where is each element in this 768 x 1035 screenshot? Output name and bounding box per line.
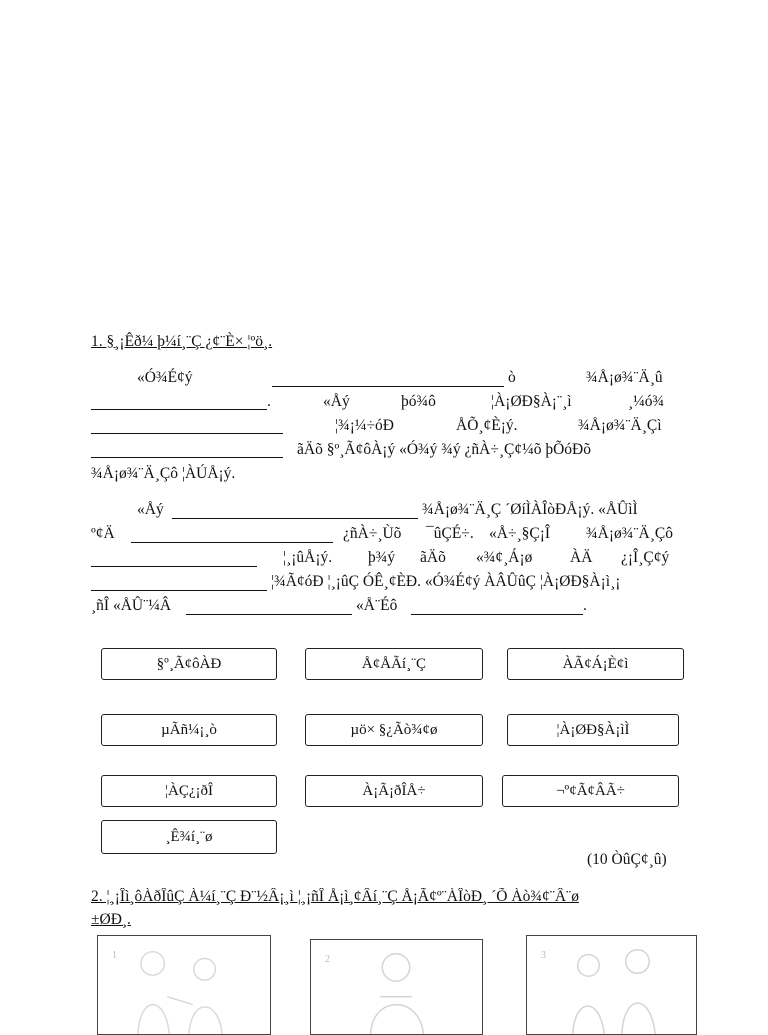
p2-word: ¿ñÀ÷¸Ùõ	[343, 525, 402, 542]
p2-word: º¢Ä	[91, 525, 115, 542]
p1-word: þó¾ô	[401, 393, 436, 410]
fill-blank[interactable]	[172, 517, 418, 519]
sketch-image	[311, 940, 482, 1034]
word-bank-item[interactable]: ¦ÀÇ¿¡ðÎ	[101, 775, 277, 807]
p1-word: ¸¼ó¾	[628, 393, 665, 410]
picture-frame-2	[310, 939, 483, 1035]
word-bank-item[interactable]: §º¸Ã¢ôÀÐ	[101, 648, 277, 680]
fill-blank[interactable]	[91, 408, 267, 410]
word-bank-item[interactable]: µö× §¿Ãò¾¢ø	[305, 714, 483, 746]
p1-line: ¾Å¡ø¾¨Ä¸Çô ¦ÀÚÅ¡ý.	[91, 465, 236, 482]
p2-word: «Å÷¸§Ç¡Î	[489, 525, 551, 542]
p2-word: ¾Å¡ø¾¨Ä¸Ç ´ØíÌÀÎòÐÅ¡ý. «ÅÛìÌ	[422, 501, 638, 518]
fill-blank[interactable]	[272, 385, 504, 387]
picture-frame-1	[97, 935, 271, 1035]
p2-word: ¾Å¡ø¾¨Ä¸Çô	[586, 525, 673, 542]
picture-number: 1	[112, 950, 117, 961]
p2-word: ãÄõ	[420, 549, 446, 566]
p2-word: .	[583, 597, 587, 614]
p1-line: ãÄõ §º¸Ã¢ôÀ¡ý «Ó¾ý ¾ý ¿ñÀ÷¸Ç¢¼õ þÕóÐõ	[297, 441, 592, 458]
fill-blank[interactable]	[91, 589, 267, 591]
marks-label: (10 ÒûÇ¢¸û)	[587, 851, 667, 868]
question-2-heading-cont: ±ØÐ¸.	[91, 911, 131, 928]
fill-blank[interactable]	[186, 613, 352, 615]
word-bank-item[interactable]: ÀÃ¢Á¡È¢ì	[507, 648, 684, 680]
p2-word: ÀÄ	[570, 549, 593, 566]
p1-word: ò	[508, 369, 516, 386]
p1-word: ¦À¡ØÐ§À¡¨¸ì	[491, 393, 572, 410]
p2-line: ¦¾Ã¢óÐ ¦¸¡ûÇ ÓÊ¸¢ÈÐ. «Ó¾É¢ý ÀÂÛûÇ ¦À¡ØÐ§À¡ì¸¡	[271, 573, 621, 590]
fill-blank[interactable]	[91, 456, 283, 458]
question-1-heading: 1. §¸¡Êð¼ þ¼í¸¨Ç ¿¢¨È× ¦ºö¸.	[91, 333, 273, 350]
p2-word: ¸ñÎ «ÅÛ¨¼Â	[91, 597, 172, 614]
fill-blank[interactable]	[91, 565, 257, 567]
p2-word: «¾¢¸Á¡ø	[476, 549, 533, 566]
word-bank-item[interactable]: ¦À¡ØÐ§À¡ìÌ	[507, 714, 679, 746]
question-2-heading: 2. ¦¸¡Îì¸ôÀðÎûÇ À¼í¸¨Ç Ð¨½Â¡¸ì ¦¸¡ñÎ Å¡ì¸¢Âí¸¨Ç Å¡Ã¢º¨ÀÎòÐ¸ ´Õ Àò¾¢¨Â¨ø	[91, 888, 579, 905]
p2-word: þ¾ý	[368, 549, 396, 566]
word-bank-item[interactable]: Å¢ÅÃí¸¨Ç	[305, 648, 483, 680]
fill-blank[interactable]	[411, 613, 583, 615]
word-bank-item[interactable]: µÃñ¼¡¸ò	[101, 714, 277, 746]
p2-word: «Å¨Éô	[356, 597, 398, 614]
word-bank-item[interactable]: À¡Ã¡ðÎÅ÷	[305, 775, 483, 807]
p2-word: ¯ûÇÉ÷.	[426, 525, 474, 542]
word-bank-item[interactable]: ¬º¢Ã¢ÂÃ÷	[502, 775, 679, 807]
p1-word: ¾Å¡ø¾¨Ä¸Çì	[578, 417, 662, 434]
fill-blank[interactable]	[131, 541, 333, 543]
sketch-image	[98, 936, 270, 1034]
picture-number: 2	[325, 954, 330, 965]
sketch-image	[527, 936, 696, 1034]
word-bank-item[interactable]: ¸Ê¾í¸¨ø	[101, 820, 277, 854]
p1-word: ¾Å¡ø¾¨Ä¸û	[586, 369, 663, 386]
p1-word: .	[267, 393, 271, 410]
p2-word: ¦¸¡ûÅ¡ý.	[283, 549, 333, 566]
p1-word: ÅÕ¸¢È¡ý.	[456, 417, 518, 434]
p2-word: «Åý	[137, 501, 164, 518]
fill-blank[interactable]	[91, 432, 283, 434]
p1-word: «Ó¾É¢ý	[137, 369, 193, 386]
p1-word: «Åý	[323, 393, 350, 410]
picture-number: 3	[541, 950, 546, 961]
p2-word: ¿¡Î¸Ç¢ý	[621, 549, 670, 566]
picture-frame-3	[526, 935, 697, 1035]
p1-word: ¦¾¡¼÷óÐ	[335, 417, 394, 434]
